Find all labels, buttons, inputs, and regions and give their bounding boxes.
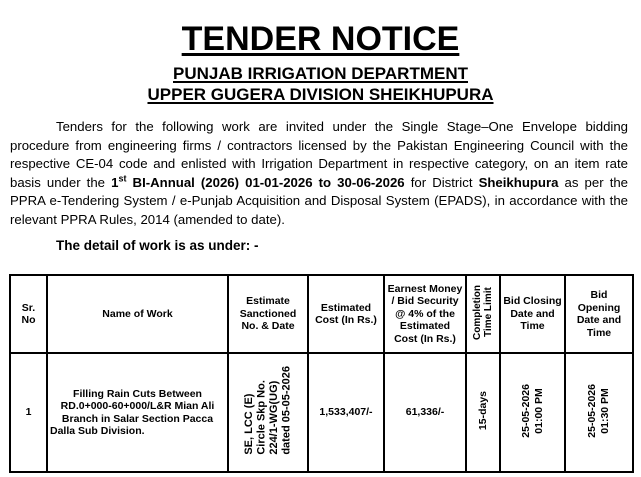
intro-ordinal: 1 <box>111 174 119 190</box>
header-sr: Sr. No <box>10 275 47 353</box>
table-header-row <box>10 275 633 353</box>
department-heading: PUNJAB IRRIGATION DEPARTMENT <box>173 64 468 83</box>
cell-cost: 1,533,407/- <box>308 353 384 472</box>
works-table <box>9 274 634 473</box>
header-name: Name of Work <box>47 275 228 353</box>
cell-opening: 25-05-2026 01:30 PM <box>565 353 633 472</box>
header-completion: Completion Time Limit <box>466 275 500 353</box>
intro-district: Sheikhupura <box>478 174 559 190</box>
cell-completion: 15-days <box>466 353 500 472</box>
table-row <box>10 353 633 472</box>
cell-estimate: SE, LCC (E) Circle Skp No. 224/1-WG(UG) dated 05-05-2026 <box>228 353 308 472</box>
header-opening: Bid Opening Date and Time <box>565 275 633 353</box>
intro-period: BI-Annual (2026) 01-01-2026 to 30-06-2026 <box>126 174 405 190</box>
header-cost: Estimated Cost (In Rs.) <box>308 275 384 353</box>
cell-earnest: 61,336/- <box>384 353 466 472</box>
cell-closing: 25-05-2026 01:00 PM <box>500 353 565 472</box>
intro-ordinal-suffix: st <box>118 173 127 184</box>
detail-heading: The detail of work is as under: - <box>56 238 259 253</box>
cell-sr: 1 <box>10 353 47 472</box>
cell-name: Filling Rain Cuts Between RD.0+000-60+000/L&R Mian Ali Branch in Salar Section Pacca Dalla Sub Division. <box>47 353 228 472</box>
intro-text-2: for District <box>404 174 479 190</box>
intro-text-1: Tenders for the following work are invited under the Single Stage–One Envelope bidding procedure from engineering firms / contractors licensed by the Pakistan Engineering Council with the respective CE-04 code and enlisted with Irrigation Department in respective category, on an item rate basis under the <box>10 119 628 190</box>
header-earnest: Earnest Money / Bid Security @ 4% of the Estimated Cost (In Rs.) <box>384 275 466 353</box>
intro-paragraph <box>10 118 628 230</box>
division-heading: UPPER GUGERA DIVISION SHEIKHUPURA <box>147 85 494 104</box>
page-title: TENDER NOTICE <box>181 20 460 58</box>
header-closing: Bid Closing Date and Time <box>500 275 565 353</box>
intro-text-3: as per the PPRA e-Tendering System / e-Punjab Acquisition and Disposal System (EPADS), in accordance with the relevant PPRA Rules, 2014 (amended to date). <box>10 174 629 227</box>
header-estimate: Estimate Sanctioned No. & Date <box>228 275 308 353</box>
